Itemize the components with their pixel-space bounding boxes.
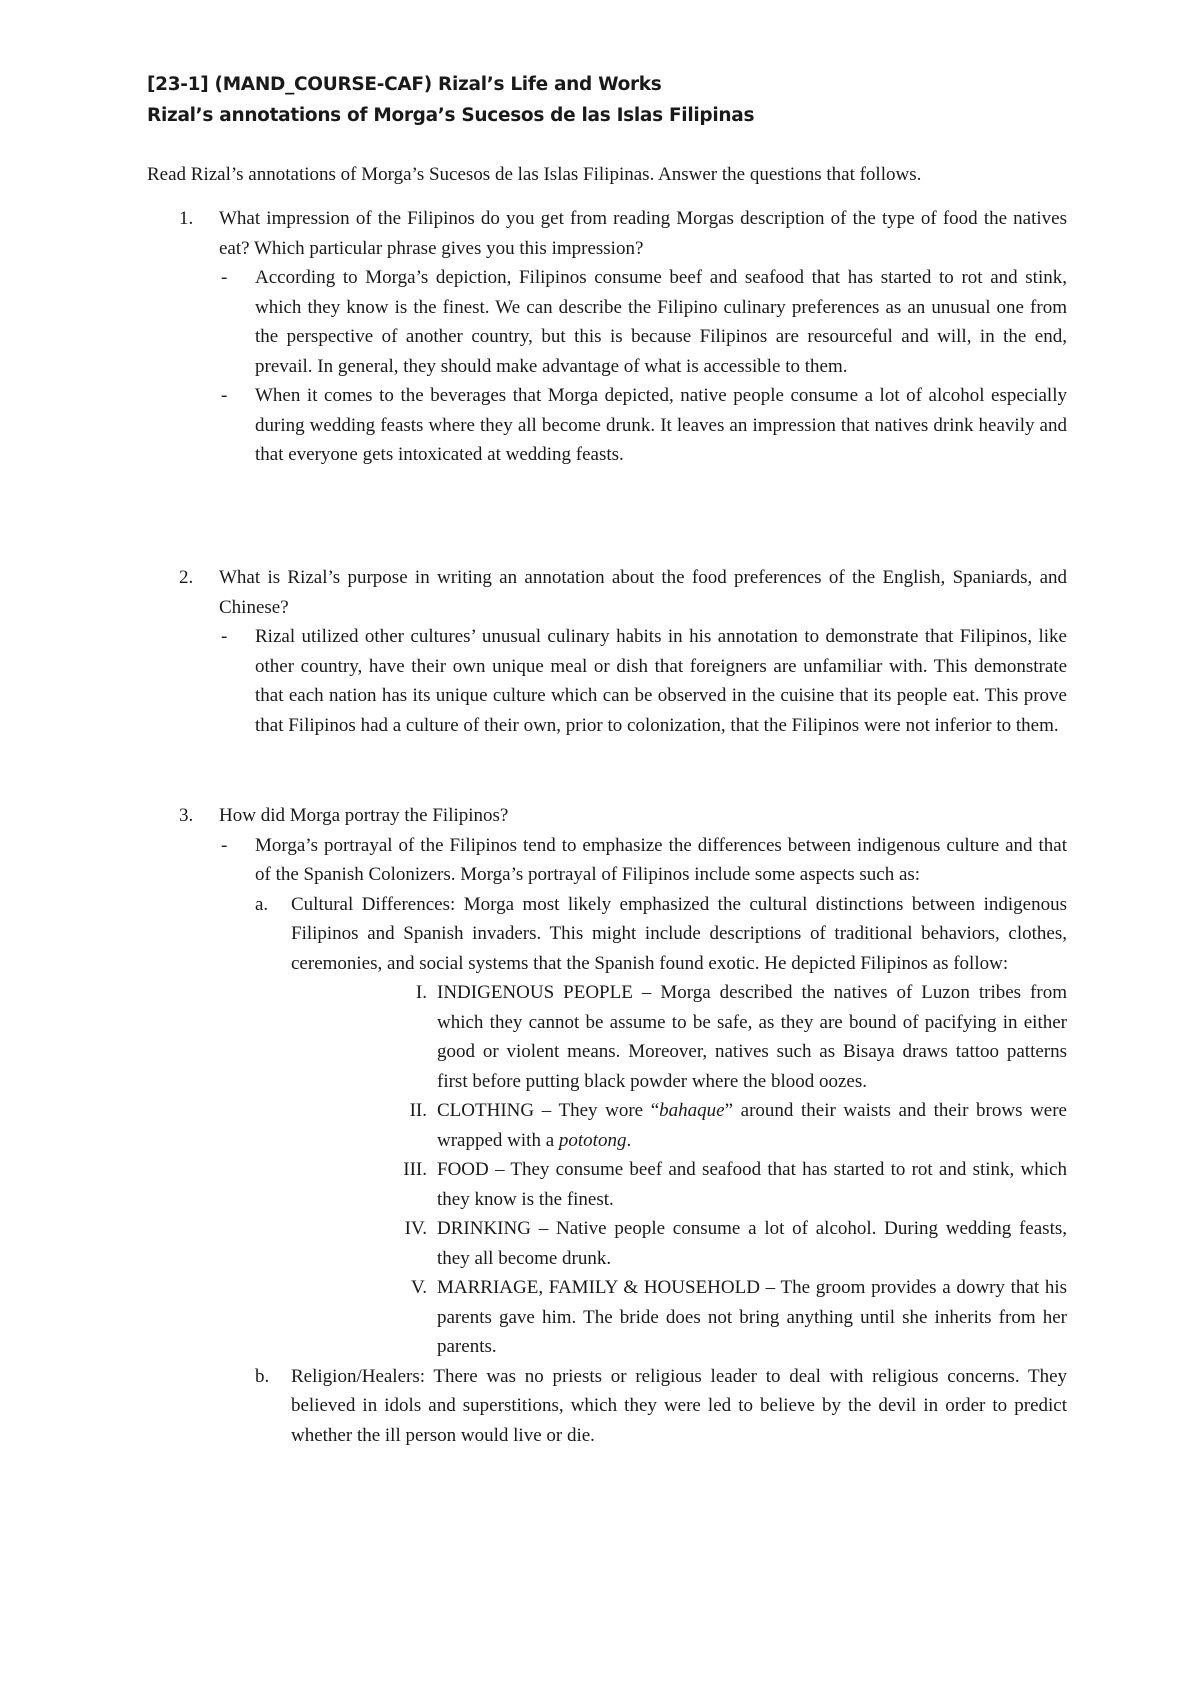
answer-text: Rizal utilized other cultures’ unusual culinary habits in his annotation to demonstrate that Filipinos, like other country, have their own unique meal or dish that foreigners are unfamiliar with. This demonstrate that each nation has its unique culture which can be observed in the cuisine that its people eat. This prove that Filipinos had a culture of their own, prior to colonization, that the Filipinos were not inferior to them. <box>255 626 1067 736</box>
roman-item-text: INDIGENOUS PEOPLE – Morga described the natives of Luzon tribes from which they cannot be assume to be safe, as they are bound of pacifying in either good or violent means. Moreover, natives such as Bisaya draws tattoo patterns first before putting black powder where the blood oozes. <box>437 982 1067 1092</box>
sub-item-a <box>255 890 1067 979</box>
sub-item-label: a. <box>255 893 269 915</box>
roman-numeral: IV. <box>404 1218 427 1239</box>
roman-item-2 <box>409 1096 1067 1155</box>
sub-item-label: b. <box>255 1365 270 1387</box>
dash-bullet: - <box>221 385 228 406</box>
roman-item-5 <box>410 1273 1067 1362</box>
roman-numeral: V. <box>410 1277 427 1298</box>
text-segment: CLOTHING – They wore “ <box>437 1100 660 1121</box>
question-text: What is Rizal’s purpose in writing an annotation about the food preferences of the English, Spaniards, and Chinese? <box>219 567 1067 618</box>
question-number: 3. <box>179 805 194 826</box>
answer-item <box>219 622 1067 740</box>
sub-item-text: Cultural Differences: Morga most likely emphasized the cultural distinctions between indigenous Filipinos and Spanish invaders. This might include descriptions of traditional behaviors, clothes, ceremonies, and social systems that the Spanish found exotic. He depicted Filipinos as follow: <box>291 893 1067 974</box>
roman-numeral: II. <box>409 1100 427 1121</box>
roman-item-3 <box>403 1155 1067 1214</box>
roman-numeral: III. <box>403 1159 427 1180</box>
answer-text: According to Morga’s depiction, Filipinos consume beef and seafood that has started to rot and stink, which they know is the finest. We can describe the Filipino culinary preferences as an unusual one from the perspective of another country, but this is because Filipinos are resourceful and will, in the end, prevail. In general, they should make advantage of what is accessible to them. <box>255 267 1067 377</box>
question-number: 2. <box>179 567 194 588</box>
dash-bullet: - <box>221 834 228 856</box>
text-segment: ” around their waists and their brows were wrapped with a <box>437 1100 1067 1151</box>
roman-item-text: MARRIAGE, FAMILY & HOUSEHOLD – The groom provides a dowry that his parents gave him. The bride does not bring anything until she inherits from her parents. <box>437 1277 1067 1357</box>
sub-item-b <box>255 1362 1067 1451</box>
instructions: Read Rizal’s annotations of Morga’s Sucesos de las Islas Filipinas. Answer the questions that follows. <box>147 164 922 185</box>
roman-item-text: DRINKING – Native people consume a lot of alcohol. During wedding feasts, they all become drunk. <box>437 1218 1067 1269</box>
question-3 <box>147 801 1067 1450</box>
question-number: 1. <box>179 208 194 229</box>
text-segment: . <box>626 1129 632 1151</box>
question-2 <box>147 563 1067 740</box>
roman-item-text: FOOD – They consume beef and seafood that has started to rot and stink, which they know is the finest. <box>437 1159 1067 1210</box>
document-subtitle: Rizal’s annotations of Morga’s Sucesos de las Islas Filipinas <box>147 105 755 126</box>
dash-bullet: - <box>221 267 228 288</box>
question-text: What impression of the Filipinos do you get from reading Morgas description of the type of food the natives eat? Which particular phrase gives you this impression? <box>219 208 1067 259</box>
course-title: [23-1] (MAND_COURSE-CAF) Rizal’s Life and Works <box>147 74 662 95</box>
sub-item-text: Religion/Healers: There was no priests or religious leader to deal with religious concerns. They believed in idols and superstitions, which they were led to believe by the devil in order to predict whether the ill person would live or die. <box>291 1365 1067 1446</box>
answer-text: Morga’s portrayal of the Filipinos tend to emphasize the differences between indigenous culture and that of the Spanish Colonizers. Morga’s portrayal of Filipinos include some aspects such as: <box>255 834 1067 885</box>
roman-item-4 <box>404 1214 1067 1273</box>
roman-item-text <box>437 1096 1067 1155</box>
roman-item-1 <box>415 978 1067 1096</box>
dash-bullet: - <box>221 626 228 647</box>
answer-item <box>219 381 1067 470</box>
roman-numeral: I. <box>415 982 427 1003</box>
answer-item <box>219 831 1067 890</box>
answer-text: When it comes to the beverages that Morga depicted, native people consume a lot of alcohol especially during wedding feasts where they all become drunk. It leaves an impression that natives drink heavily and that everyone gets intoxicated at wedding feasts. <box>255 385 1067 465</box>
emphasized-term: pototong <box>558 1129 627 1151</box>
emphasized-term: bahaque <box>659 1100 725 1121</box>
question-1 <box>147 204 1067 470</box>
answer-item <box>219 263 1067 381</box>
question-text: How did Morga portray the Filipinos? <box>219 805 509 826</box>
